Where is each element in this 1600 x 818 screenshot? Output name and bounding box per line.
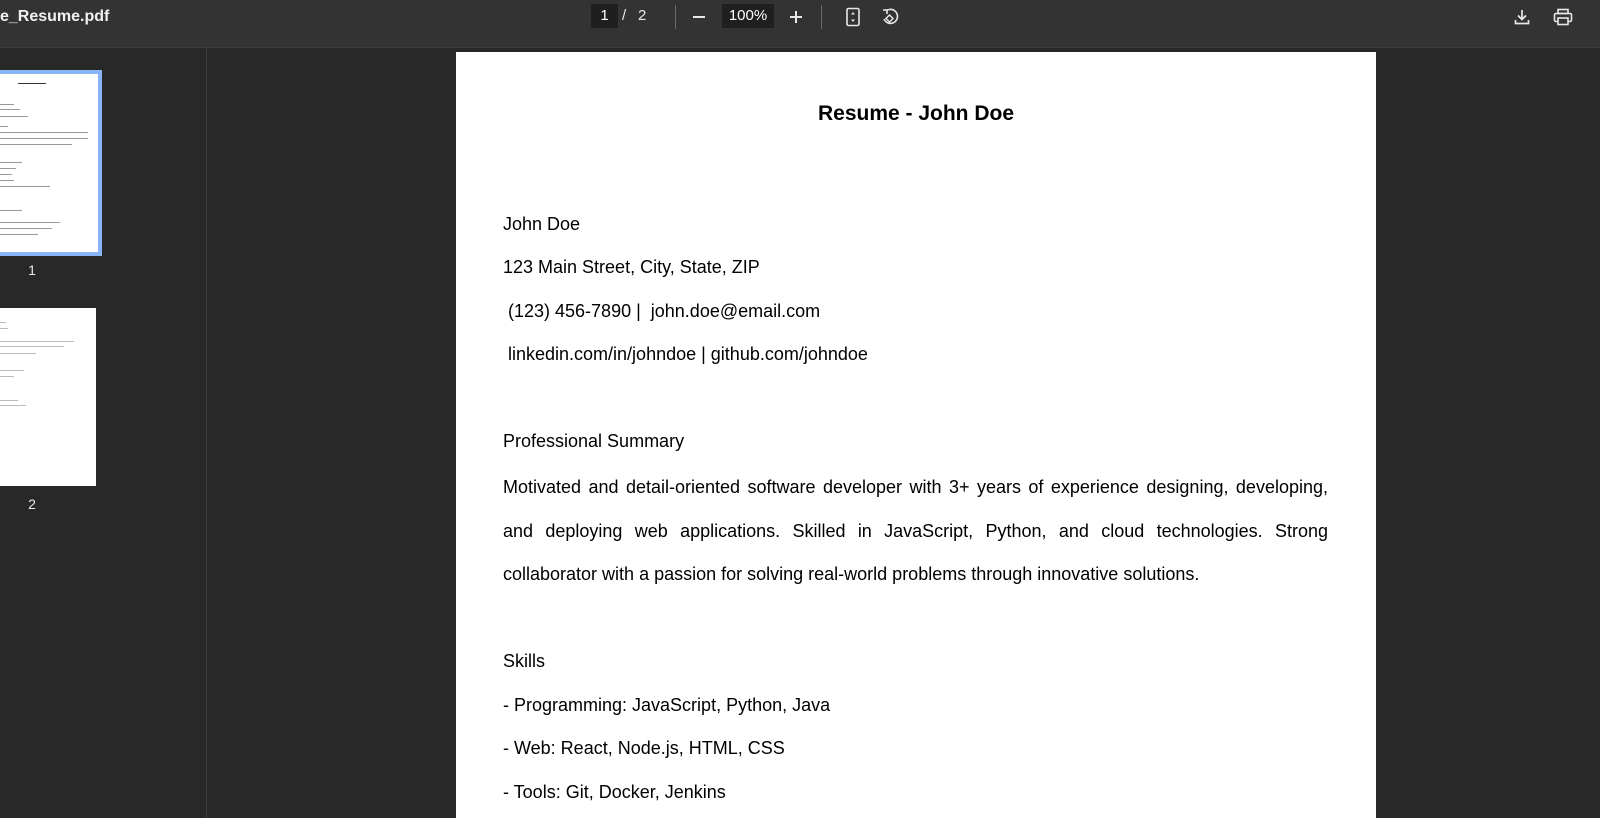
summary-text: Motivated and detail-oriented software developer with 3+ years of experience designing, developing, and deploying web applications. Skilled in JavaScript, Python, and cloud technologies. Strong collaborator with a passion for solving real-world problems through innovative solutions.: [503, 477, 1328, 584]
thumbnail-page-number: 1: [28, 262, 36, 278]
page-thumbnail[interactable]: [0, 308, 96, 486]
contact-name: John Doe: [503, 214, 581, 234]
toolbar-divider: [821, 5, 822, 29]
zoom-in-button[interactable]: [782, 3, 810, 31]
thumbnail-sidebar: [0, 48, 207, 818]
skill-item: - Programming: JavaScript, Python, Java: [503, 695, 831, 715]
contact-address: 123 Main Street, City, State, ZIP: [503, 257, 760, 277]
fit-page-icon: [844, 7, 862, 27]
download-icon: [1513, 8, 1531, 26]
print-icon: [1553, 8, 1573, 26]
skills-heading: Skills: [503, 651, 546, 671]
plus-icon: [788, 9, 804, 25]
contact-links: linkedin.com/in/johndoe | github.com/johndoe: [503, 344, 868, 364]
rotate-icon: [880, 7, 900, 27]
rotate-button[interactable]: [876, 3, 904, 31]
document-viewer[interactable]: [207, 48, 1600, 818]
resume-title: Resume - John Doe: [817, 102, 1015, 125]
page-separator: /: [622, 7, 627, 24]
print-button[interactable]: [1549, 3, 1577, 31]
page-thumbnail[interactable]: [0, 74, 98, 252]
total-pages: 2: [638, 7, 647, 24]
skill-item: - Web: React, Node.js, HTML, CSS: [503, 738, 785, 758]
toolbar-divider: [675, 5, 676, 29]
download-button[interactable]: [1508, 3, 1536, 31]
toolbar: [0, 0, 1600, 48]
zoom-level-input[interactable]: 100%: [722, 4, 774, 28]
skill-item: - Tools: Git, Docker, Jenkins: [503, 782, 726, 802]
pdf-page: [456, 52, 1376, 818]
file-name: e_Resume.pdf: [0, 8, 110, 25]
fit-page-button[interactable]: [839, 3, 867, 31]
minus-icon: [691, 9, 707, 25]
summary-heading: Professional Summary: [503, 431, 685, 451]
page-number-input[interactable]: 1: [591, 4, 618, 28]
zoom-out-button[interactable]: [685, 3, 713, 31]
thumbnail-page-number: 2: [28, 496, 36, 512]
contact-phone-email: (123) 456-7890 | john.doe@email.com: [503, 301, 821, 321]
